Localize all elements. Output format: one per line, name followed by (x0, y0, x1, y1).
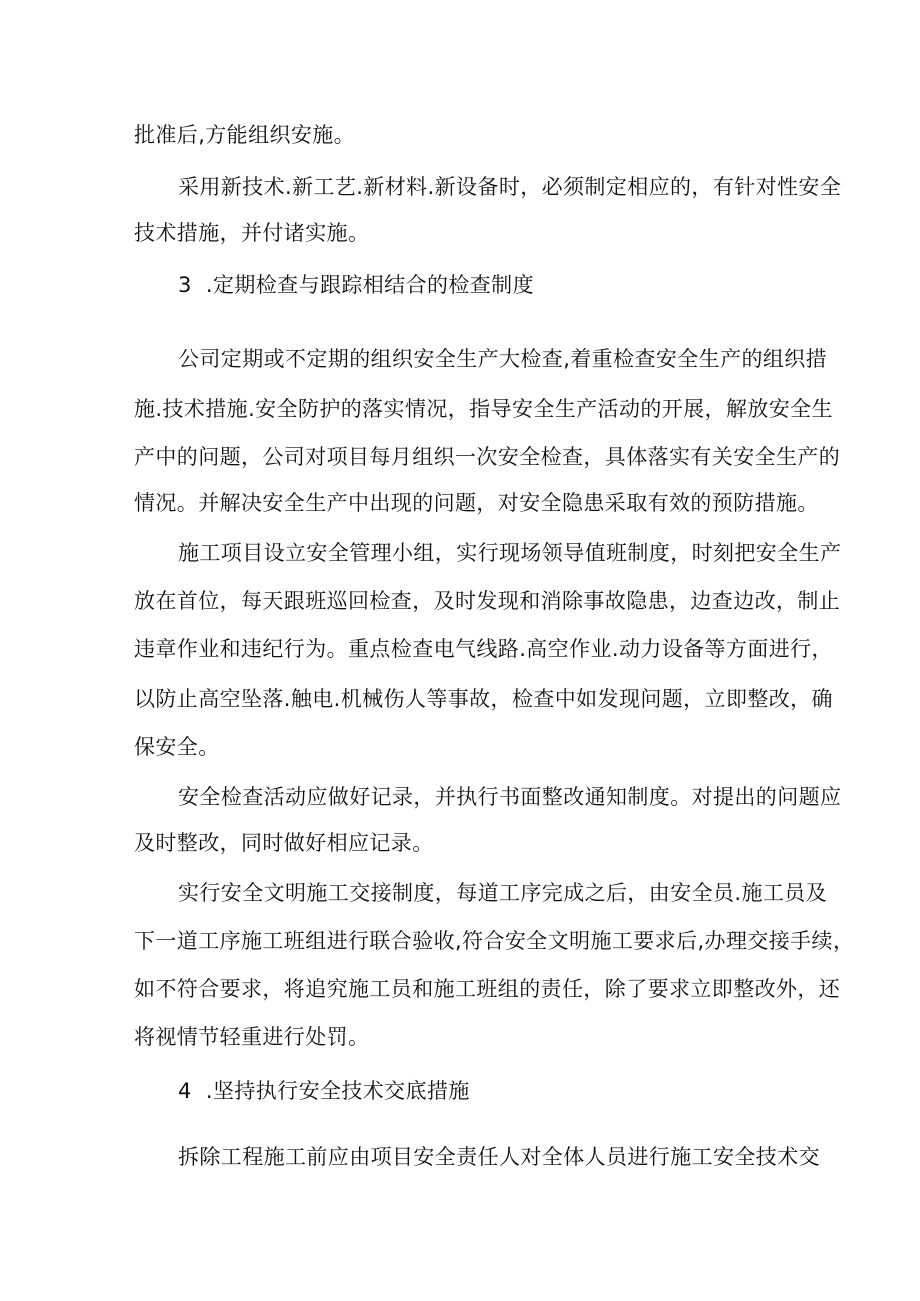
text-line: 施.技术措施.安全防护的落实情况，指导安全生产活动的开展，解放安全生 (134, 397, 833, 421)
text-line: 技术措施，并付诸实施。 (134, 221, 370, 245)
section-heading: 3 .定期检查与跟踪相结合的检查制度 (178, 273, 534, 297)
text-line: 采用新技术.新工艺.新材料.新设备时，必须制定相应的，有针对性安全 (178, 175, 842, 199)
text-line: 违章作业和违纪行为。重点检查电气线路.高空作业.动力设备等方面进行， (134, 637, 833, 661)
text-line: 以防止高空坠落.触电.机械伤人等事故，检查中如发现问题，立即整改，确 (134, 687, 833, 711)
text-line: 批准后,方能组织安施。 (134, 123, 356, 147)
text-line: 情况。并解决安全生产中出现的问题，对安全隐患采取有效的预防措施。 (134, 491, 819, 515)
text-line: 将视情节轻重进行处罚。 (134, 1025, 370, 1049)
text-line: 放在首位，每天跟班巡回检查，及时发现和消除事故隐患，边查边改，制止 (134, 589, 841, 613)
text-line: 保安全。 (134, 735, 220, 759)
text-line: 下一道工序施工班组进行联合验收,符合安全文明施工要求后,办理交接手续， (134, 929, 855, 953)
text-line: 产中的问题，公司对项目每月组织一次安全检查，具体落实有关安全生产的 (134, 445, 841, 469)
text-line: 实行安全文明施工交接制度，每道工序完成之后，由安全员.施工员及 (178, 881, 828, 905)
text-line: 安全检查活动应做好记录，并执行书面整改通知制度。对提出的问题应 (178, 785, 842, 809)
text-line: 拆除工程施工前应由项目安全责任人对全体人员进行施工安全技术交 (178, 1145, 820, 1169)
text-line: 公司定期或不定期的组织安全生产大检查,着重检查安全生产的组织措 (178, 347, 828, 371)
text-line: 施工项目设立安全管理小组，实行现场领导值班制度，时刻把安全生产 (178, 541, 842, 565)
text-line: 如不符合要求，将追究施工员和施工班组的责任，除了要求立即整改外，还 (134, 977, 841, 1001)
section-heading: 4 .坚持执行安全技术交底措施 (178, 1079, 470, 1103)
text-line: 及时整改，同时做好相应记录。 (134, 831, 434, 855)
